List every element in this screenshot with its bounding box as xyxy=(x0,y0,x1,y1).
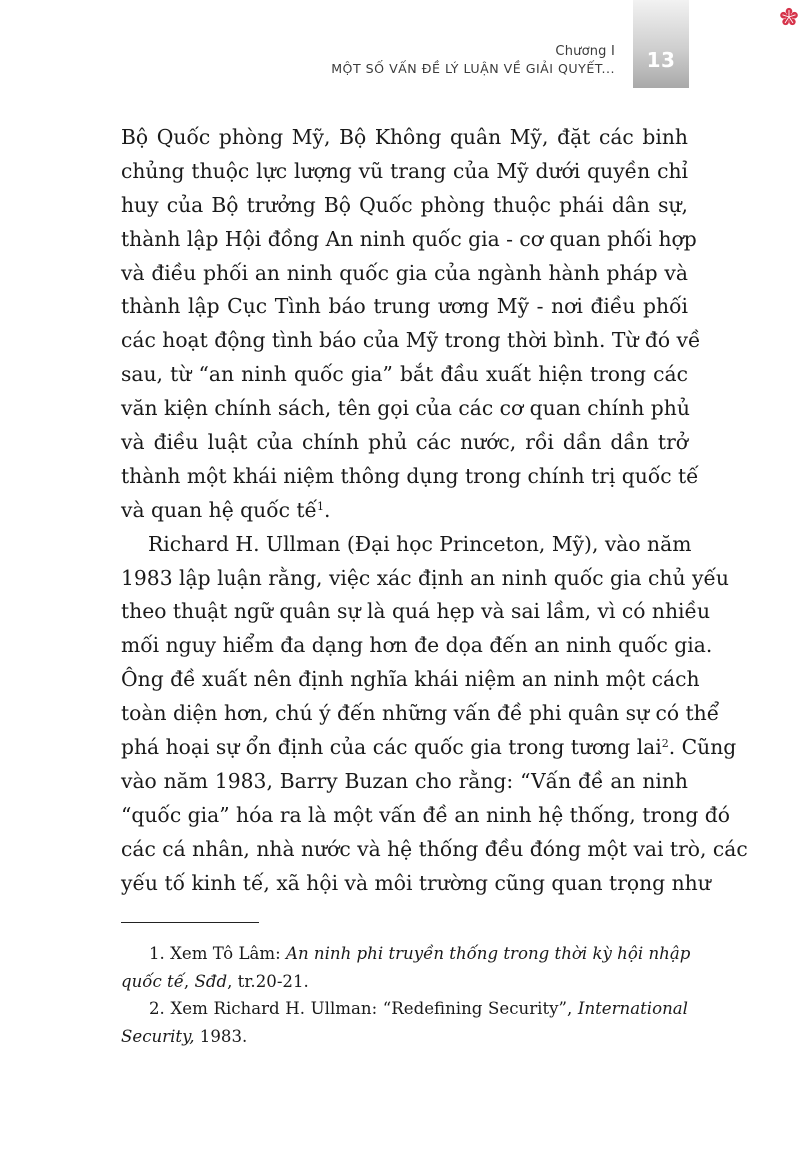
page-number: 13 xyxy=(646,48,676,72)
footnote-line xyxy=(121,940,691,968)
text-line: thành lập Hội đồng An ninh quốc gia - cơ quan phối hợp xyxy=(121,226,697,251)
footnote-italic-sdd: Sđd xyxy=(194,971,228,991)
footnote-ref-2[interactable]: 2 xyxy=(661,737,669,751)
text-line: yếu tố kinh tế, xã hội và môi trường cũng quan trọng như xyxy=(121,870,711,895)
text-fragment: . xyxy=(324,497,331,522)
text-line: Bộ Quốc phòng Mỹ, Bộ Không quân Mỹ, đặt các binh xyxy=(121,125,688,149)
footnote-line xyxy=(121,968,688,996)
text-fragment: . Cũng xyxy=(668,735,737,760)
text-line: sau, từ “an ninh quốc gia” bắt đầu xuất hiện trong các xyxy=(121,362,688,387)
text-line xyxy=(121,494,688,528)
footnote-italic-title: An ninh phi truyền thống trong thời kỳ hội nhập xyxy=(285,944,691,963)
footnote-italic-title: quốc tế xyxy=(121,971,184,991)
text-line: và điều luật của chính phủ các nước, rồi dần dần trở xyxy=(121,430,688,455)
flower-icon xyxy=(779,7,799,27)
text-line xyxy=(121,731,737,765)
page-number-tab xyxy=(633,0,689,88)
text-line: các cá nhân, nhà nước và hệ thống đều đóng một vai trò, các xyxy=(121,836,748,861)
footnote-text: , xyxy=(183,971,195,991)
footnote-ref-1[interactable]: 1 xyxy=(317,499,325,513)
running-header xyxy=(331,44,615,78)
text-line: vào năm 1983, Barry Buzan cho rằng: “Vấn đề an ninh xyxy=(121,768,688,793)
text-line: văn kiện chính sách, tên gọi của các cơ quan chính phủ xyxy=(121,396,690,421)
text-fragment: phá hoại sự ổn định của các quốc gia trong tương lai xyxy=(121,735,662,760)
footnote-divider xyxy=(121,922,259,923)
text-line: thành lập Cục Tình báo trung ương Mỹ - nơi điều phối xyxy=(121,294,688,319)
footnote-2 xyxy=(121,995,688,1050)
text-line: thành một khái niệm thông dụng trong chính trị quốc tế xyxy=(121,463,699,488)
paragraph-2 xyxy=(121,528,748,901)
text-line: theo thuật ngữ quân sự là quá hẹp và sai lầm, vì có nhiều xyxy=(121,599,711,624)
text-line: “quốc gia” hóa ra là một vấn đề an ninh hệ thống, trong đó xyxy=(121,802,730,827)
text-line: Ông đề xuất nên định nghĩa khái niệm an ninh một cách xyxy=(121,667,700,692)
text-line: 1983 lập luận rằng, việc xác định an ninh quốc gia chủ yếu xyxy=(121,565,729,590)
footnote-text: 1. Xem Tô Lâm: xyxy=(149,944,286,963)
footnote-text: , tr.20-21. xyxy=(227,971,309,991)
text-line: và điều phối an ninh quốc gia của ngành hành pháp và xyxy=(121,260,688,285)
footnote-italic-journal: Security, xyxy=(121,1026,195,1046)
footnote-line xyxy=(121,1023,688,1051)
text-line: chủng thuộc lực lượng vũ trang của Mỹ dưới quyền chỉ xyxy=(121,158,688,183)
footnotes xyxy=(121,940,691,1050)
text-line: huy của Bộ trưởng Bộ Quốc phòng thuộc phái dân sự, xyxy=(121,192,688,217)
footnote-text: 1983. xyxy=(194,1026,248,1046)
body-text xyxy=(121,121,748,900)
text-line: toàn diện hơn, chú ý đến những vấn đề phi quân sự có thể xyxy=(121,701,720,726)
text-fragment: và quan hệ quốc tế xyxy=(121,497,318,522)
text-line: Richard H. Ullman (Đại học Princeton, Mỹ), vào năm xyxy=(148,531,692,556)
text-line: các hoạt động tình báo của Mỹ trong thời bình. Từ đó về xyxy=(121,328,701,353)
paragraph-1 xyxy=(121,121,701,528)
footnote-text: 2. Xem Richard H. Ullman: “Redefining Security”, xyxy=(149,999,578,1018)
footnote-line xyxy=(121,995,688,1023)
footnote-1 xyxy=(121,940,691,995)
chapter-label: Chương I xyxy=(555,44,615,59)
text-line: mối nguy hiểm đa dạng hơn đe dọa đến an ninh quốc gia. xyxy=(121,633,713,658)
footnote-italic-journal: International xyxy=(577,999,688,1018)
chapter-title: MỘT SỐ VẤN ĐỀ LÝ LUẬN VỀ GIẢI QUYẾT... xyxy=(331,61,615,76)
